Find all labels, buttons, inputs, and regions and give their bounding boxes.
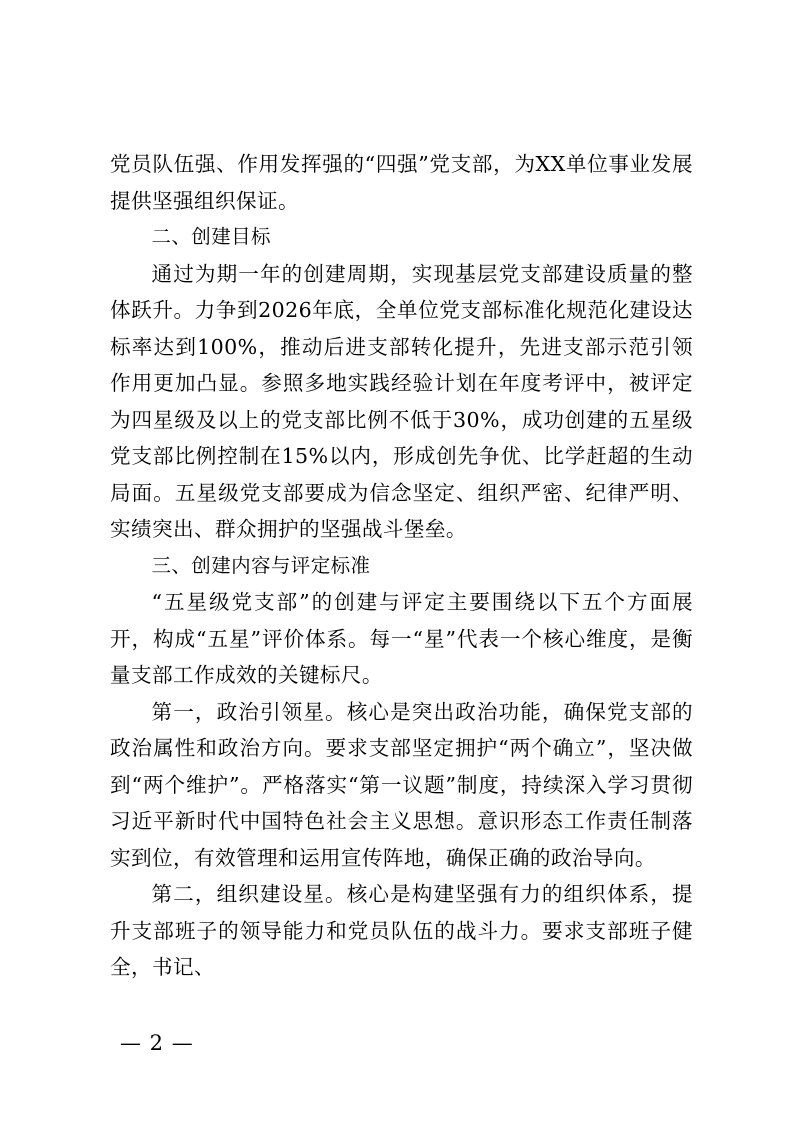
paragraph-continuation: 党员队伍强、作用发挥强的“四强”党支部，为XX单位事业发展提供坚强组织保证。 [110,152,693,213]
paragraph-five-star-intro: “五星级党支部”的创建与评定主要围绕以下五个方面展开，构成“五星”评价体系。每一“星”代表一个核心维度，是衡量支部工作成效的关键标尺。 [110,590,693,687]
section-heading-goals: 二、创建目标 [151,225,271,248]
document-body [110,146,693,986]
page-number: — 2 — [120,1031,194,1055]
paragraph-goals: 通过为期一年的创建周期，实现基层党支部建设质量的整体跃升。力争到2026年底，全单位党支部标准化规范化建设达标率达到100%，推动后进支部转化提升，先进支部示范引领作用更加凸显。参照多地实践经验计划在年度考评中，被评定为四星级及以上的党支部比例不低于30%，成功创建的五星级党支部比例控制在15%以内，形成创先争优、比学赶超的生动局面。五星级党支部要成为信念坚定、组织严密、纪律严明、实绩突出、群众拥护的坚强战斗堡垒。 [110,261,693,541]
paragraph-political-star: 第一，政治引领星。核心是突出政治功能，确保党支部的政治属性和政治方向。要求支部坚定拥护“两个确立”，坚决做到“两个维护”。严格落实“第一议题”制度，持续深入学习贯彻习近平新时代中国特色社会主义思想。意识形态工作责任制落实到位，有效管理和运用宣传阵地，确保正确的政治导向。 [110,699,693,870]
section-heading-content-standards: 三、创建内容与评定标准 [151,553,371,577]
paragraph-organization-star: 第二，组织建设星。核心是构建坚强有力的组织体系，提升支部班子的领导能力和党员队伍的战斗力。要求支部班子健全，书记、 [110,882,693,979]
